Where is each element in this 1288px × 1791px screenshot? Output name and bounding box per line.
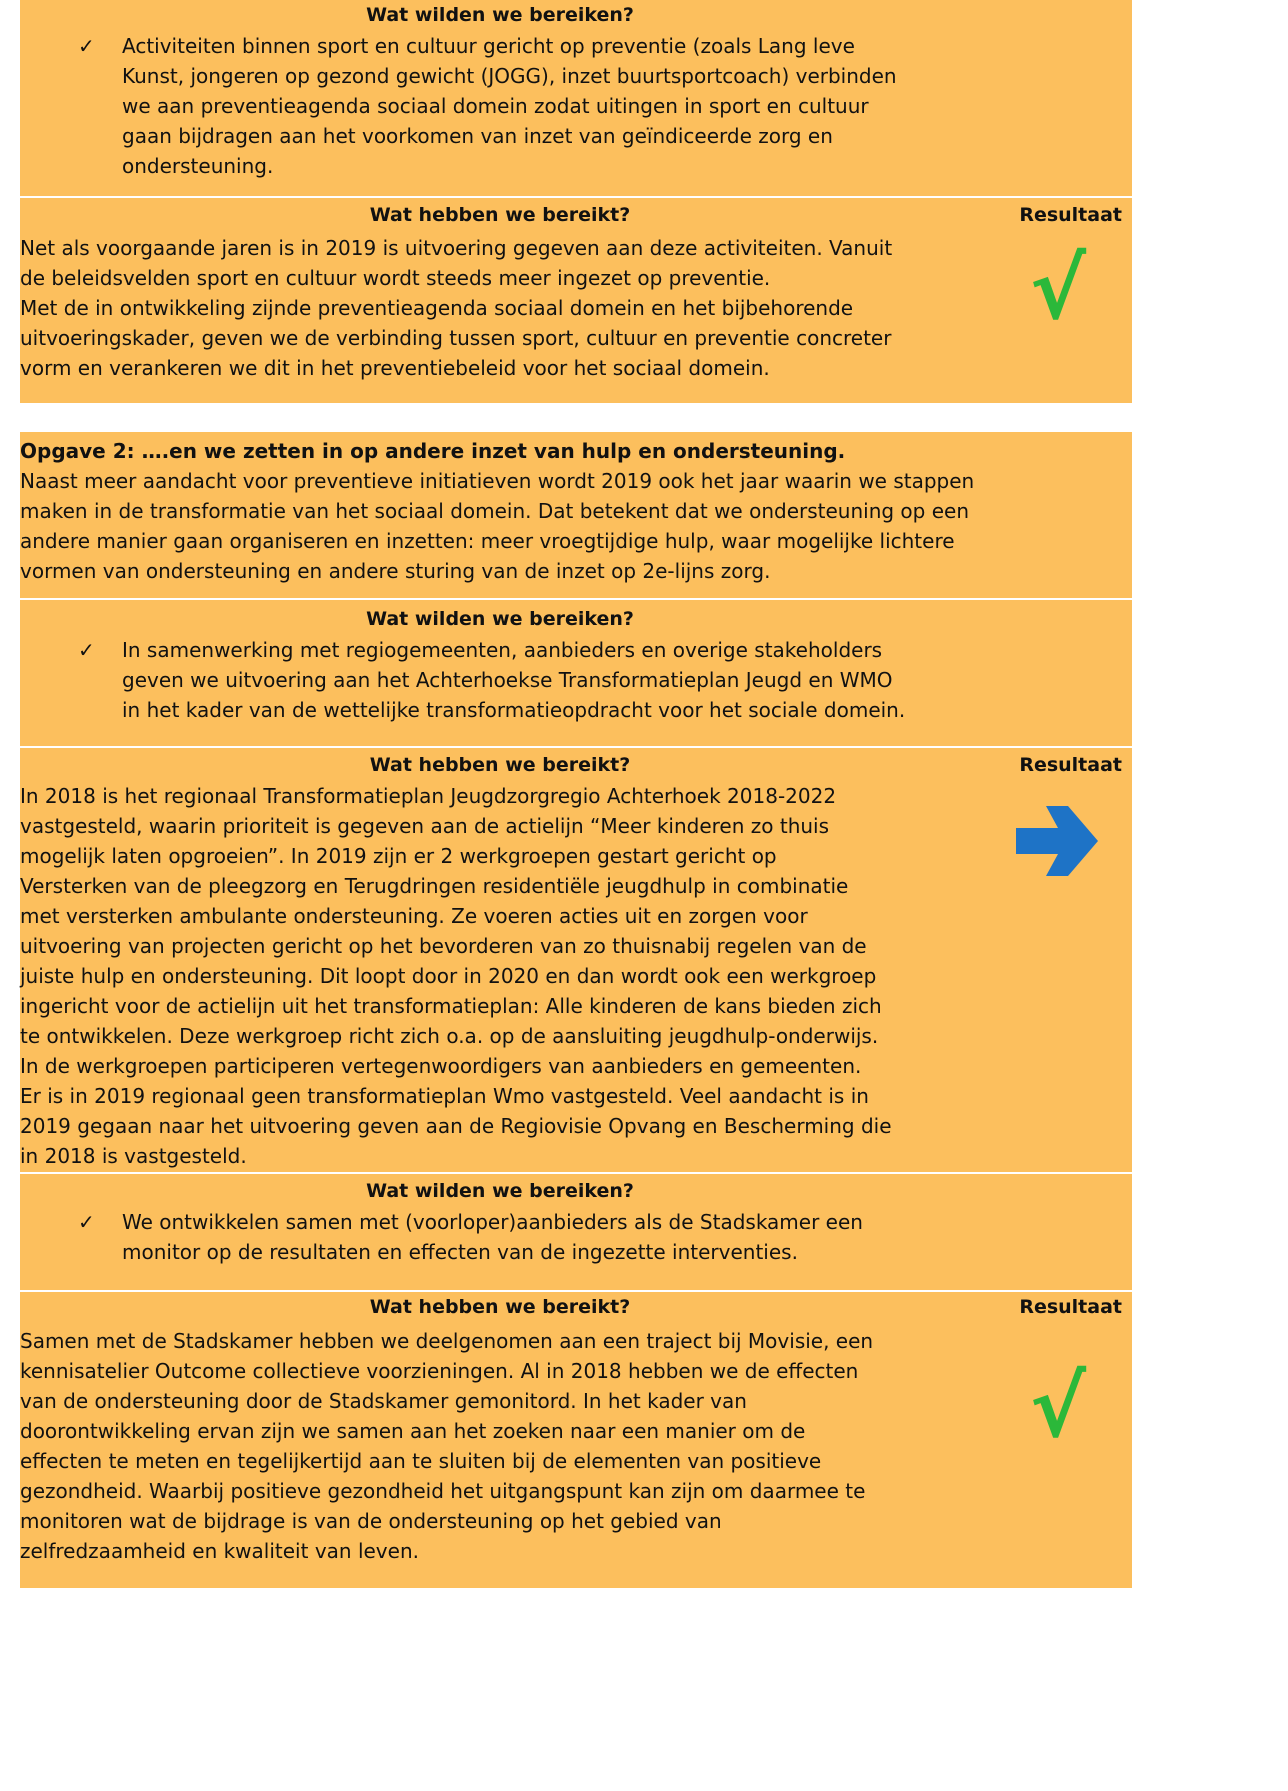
goal-header: Wat wilden we bereiken? bbox=[366, 4, 634, 26]
result-label: Resultaat bbox=[1019, 204, 1122, 226]
result-header: Wat hebben we bereikt? bbox=[369, 1296, 631, 1318]
opgave-block bbox=[20, 432, 1132, 598]
result-block-1 bbox=[20, 198, 1132, 403]
check-result-icon: √ bbox=[1030, 240, 1087, 338]
opgave-text: Naast meer aandacht voor preventieve initiatieven wordt 2019 ook het jaar waarin we stappen maken in de transformatie van het sociaal domein. Dat betekent dat we ondersteuning op een andere manier gaan organiseren en inzetten: meer vroegtijdige hulp, waar mogelijke lichtere vormen van ondersteuning en andere sturing van de inzet op 2e-lijns zorg. bbox=[20, 469, 975, 583]
goal-text: We ontwikkelen samen met (voorloper)aanbieders als de Stadskamer een monitor op de resultaten en effecten van de ingezette interventies. bbox=[122, 1210, 863, 1264]
check-result-icon: √ bbox=[1030, 1358, 1087, 1456]
goal-text: In samenwerking met regiogemeenten, aanbieders en overige stakeholders geven we uitvoering aan het Achterhoekse Transformatieplan Jeugd en WMO in het kader van de wettelijke transformatieopdracht voor het sociale domein. bbox=[122, 638, 906, 722]
goal-header: Wat wilden we bereiken? bbox=[366, 608, 634, 630]
result-text: Samen met de Stadskamer hebben we deelgenomen aan een traject bij Movisie, een kennisatelier Outcome collectieve voorzieningen. Al in 2018 hebben we de effecten van de ondersteuning door de Stadskamer gemonitord. In het kader van doorontwikkeling ervan zijn we samen aan het zoeken naar een manier om de effecten te meten en tegelijkertijd aan te sluiten bij de elementen van positieve gezondheid. Waarbij positieve gezondheid het uitgangspunt kan zijn om daarmee te monitoren wat de bijdrage is van de ondersteuning op het gebied van zelfredzaamheid en kwaliteit van leven. bbox=[20, 1329, 874, 1563]
result-text: Net als voorgaande jaren is in 2019 is uitvoering gegeven aan deze activiteiten. Vanuit de beleidsvelden sport en cultuur wordt steeds meer ingezet op preventie. Met de in ontwikkeling zijnde preventieagenda sociaal domein en het bijbehorende uitvoeringskader, geven we de verbinding tussen sport, cultuur en preventie concreter vorm en verankeren we dit in het preventiebeleid voor het sociaal domein. bbox=[20, 236, 893, 380]
result-block-3 bbox=[20, 1292, 1132, 1588]
goal-header: Wat wilden we bereiken? bbox=[366, 1180, 634, 1202]
check-icon: ✓ bbox=[78, 34, 95, 58]
goal-text: Activiteiten binnen sport en cultuur gericht op preventie (zoals Lang leve Kunst, jongeren op gezond gewicht (JOGG), inzet buurtsportcoach) verbinden we aan preventieagenda sociaal domein zodat uitingen in sport en cultuur gaan bijdragen aan het voorkomen van inzet van geïndiceerde zorg en ondersteuning. bbox=[122, 34, 897, 178]
result-label: Resultaat bbox=[1019, 754, 1122, 776]
opgave-title: Opgave 2: ….en we zetten in op andere inzet van hulp en ondersteuning. bbox=[20, 439, 846, 463]
result-header: Wat hebben we bereikt? bbox=[369, 754, 631, 776]
goal-block-2 bbox=[20, 600, 1132, 746]
result-header: Wat hebben we bereikt? bbox=[369, 204, 631, 226]
result-label: Resultaat bbox=[1019, 1296, 1122, 1318]
goal-block-3 bbox=[20, 1174, 1132, 1290]
result-text: In 2018 is het regionaal Transformatieplan Jeugdzorgregio Achterhoek 2018-2022 vastgesteld, waarin prioriteit is gegeven aan de actielijn “Meer kinderen zo thuis mogelijk laten opgroeien”. In 2019 zijn er 2 werkgroepen gestart gericht op Versterken van de pleegzorg en Terugdringen residentiële jeugdhulp in combinatie met versterken ambulante ondersteuning. Ze voeren acties uit en zorgen voor uitvoering van projecten gericht op het bevorderen van zo thuisnabij regelen van de juiste hulp en ondersteuning. Dit loopt door in 2020 en dan wordt ook een werkgroep ingericht voor de actielijn uit het transformatieplan: Alle kinderen de kans bieden zich te ontwikkelen. Deze werkgroep richt zich o.a. op de aansluiting jeugdhulp-onderwijs. In de werkgroepen participeren vertegenwoordigers van aanbieders en gemeenten. Er is in 2019 regionaal geen transformatieplan Wmo vastgesteld. Veel aandacht is in 2019 gegaan naar het uitvoering geven aan de Regiovisie Opvang en Bescherming die in 2018 is vastgesteld. bbox=[20, 784, 892, 1168]
goal-block-1 bbox=[20, 0, 1132, 196]
check-icon: ✓ bbox=[78, 1210, 95, 1234]
check-icon: ✓ bbox=[78, 638, 95, 662]
arrow-right-icon bbox=[1016, 806, 1098, 876]
result-block-2 bbox=[20, 748, 1132, 1172]
